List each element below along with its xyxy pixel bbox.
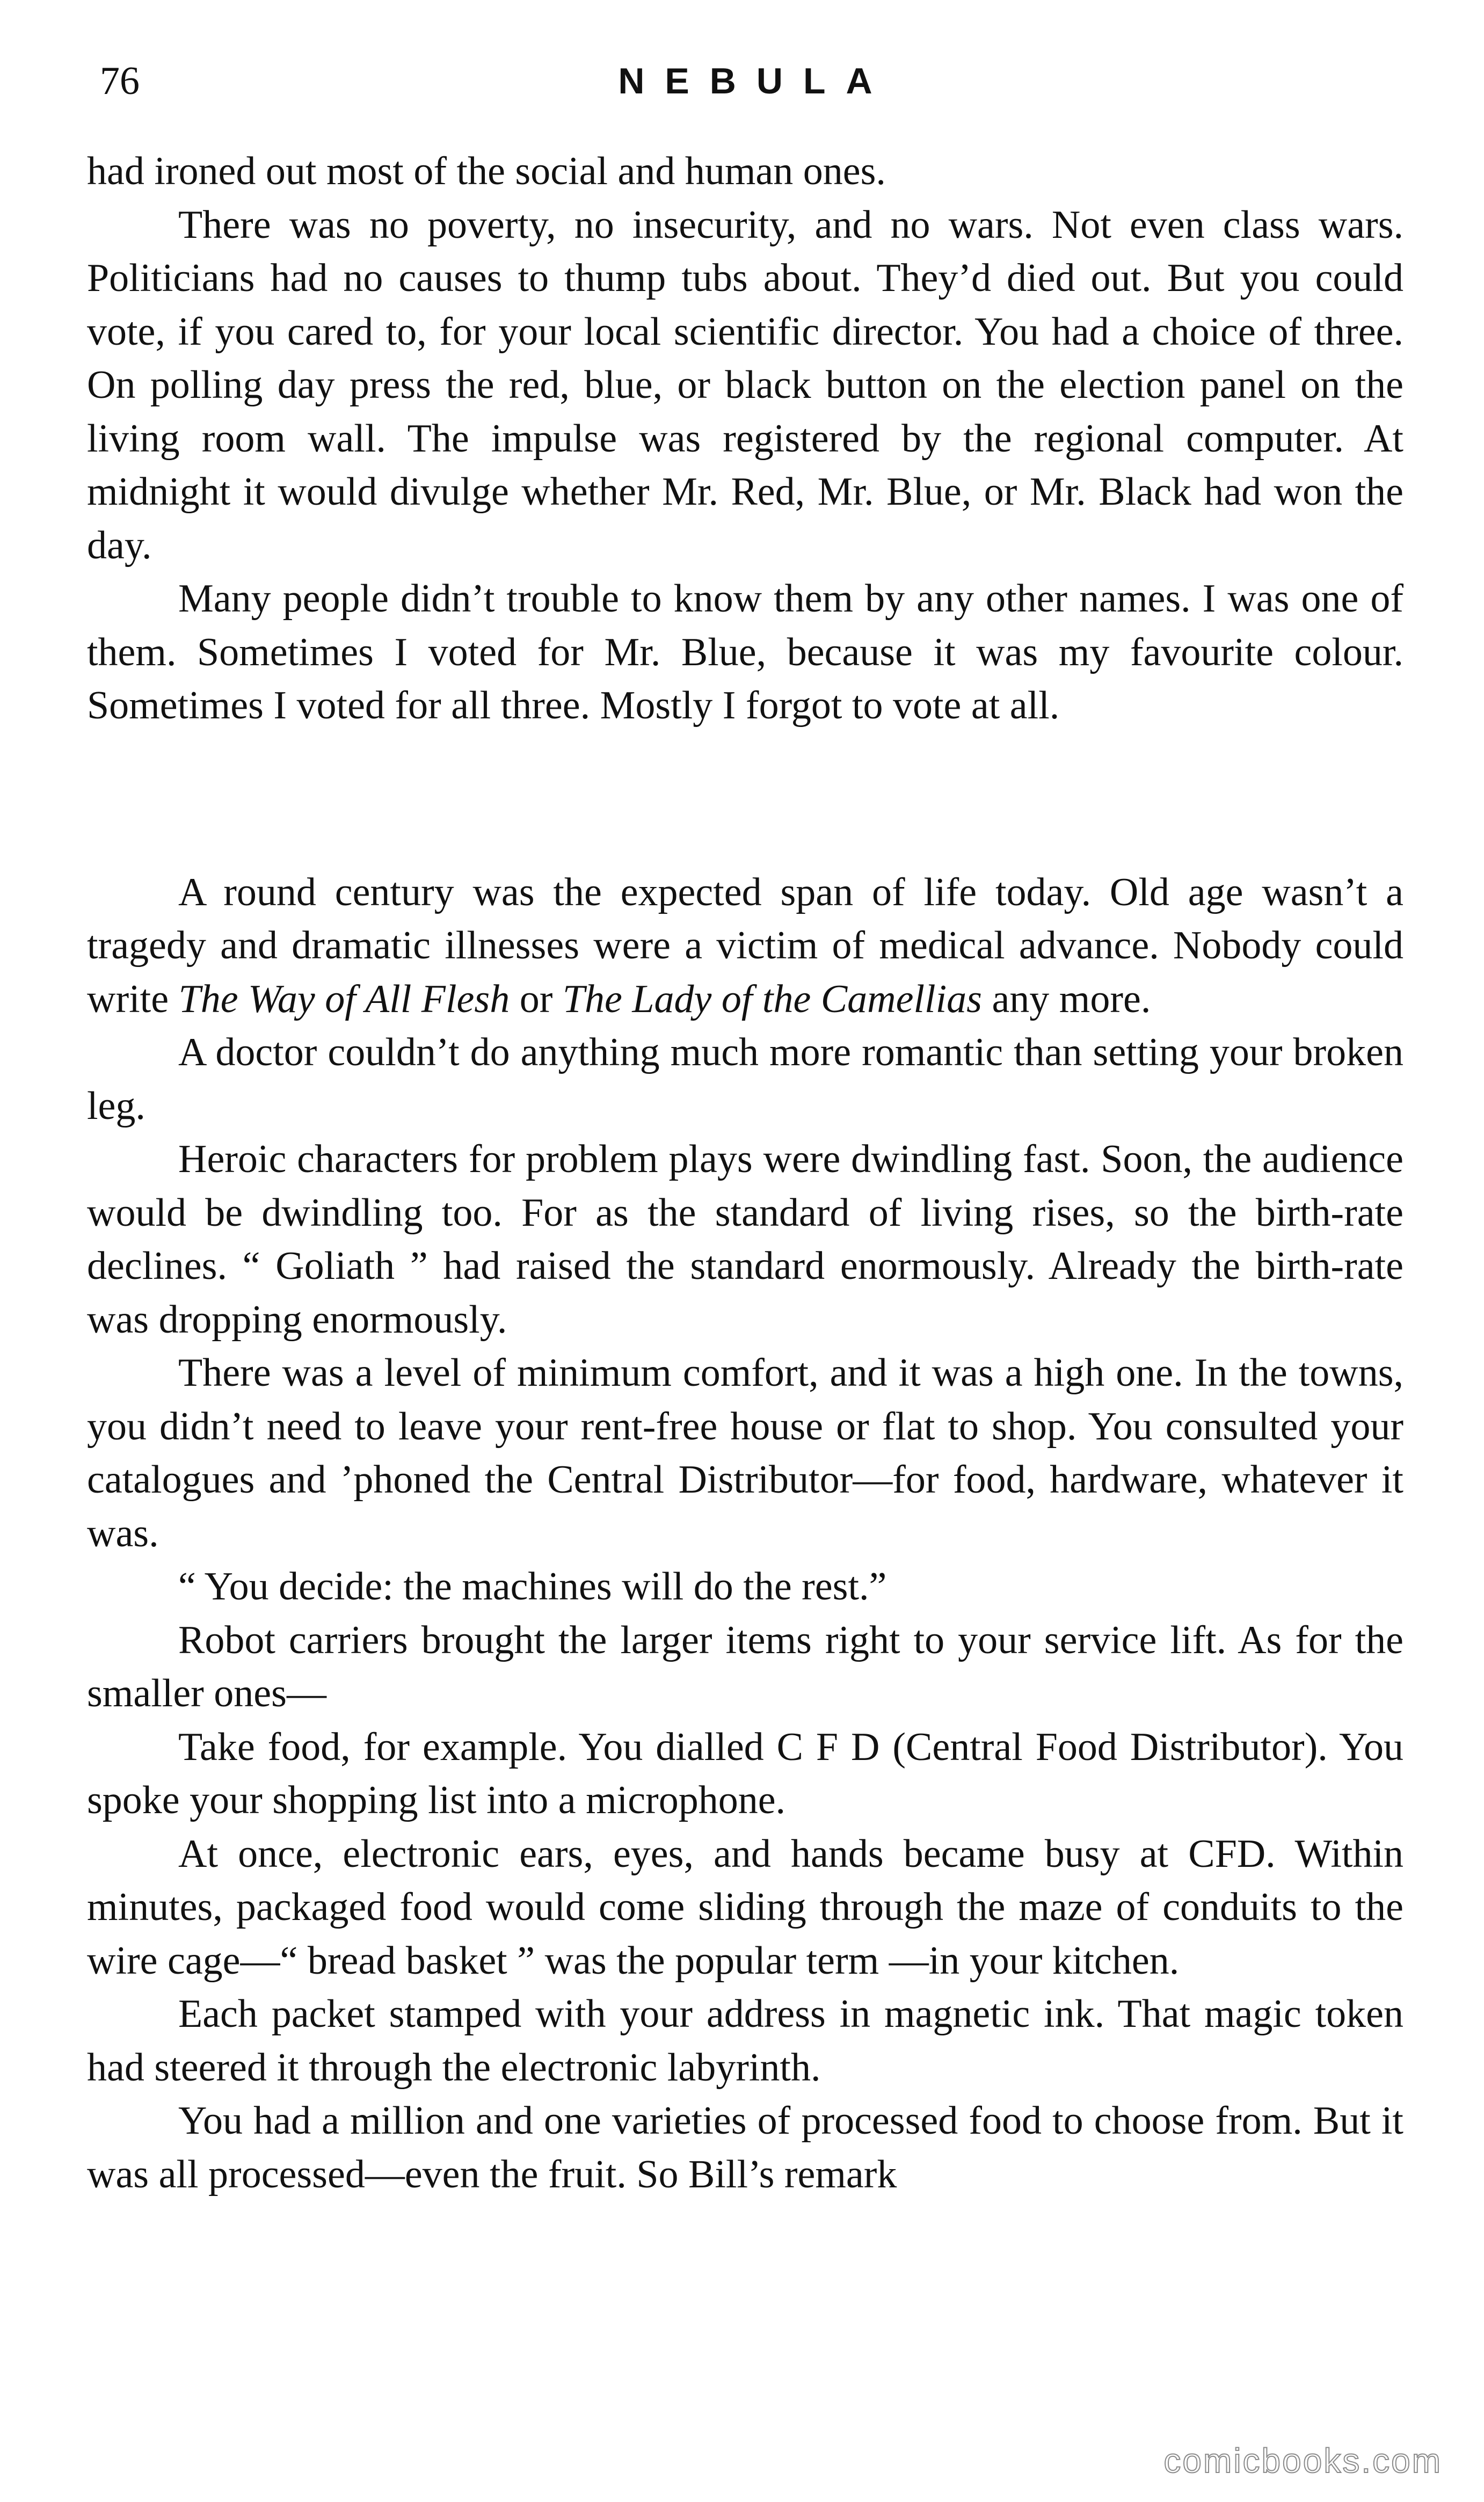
- paragraph: “ You decide: the machines will do the rest.”: [178, 1565, 887, 1609]
- paragraph: Many people didn’t trouble to know them by any other names. I was one of them. Sometimes I voted for Mr. Blue, because it was my favourite colour. Sometimes I voted for all three. Mostly I forgot to vote at all.: [87, 577, 1403, 728]
- text-run: or: [510, 977, 563, 1021]
- page-body: [87, 145, 1403, 2201]
- book-title: The Way of All Flesh: [178, 977, 510, 1021]
- paragraph: Heroic characters for problem plays were dwindling fast. Soon, the audience would be dwindling too. For as the standard of living rises, so the birth-rate declines. “ Goliath ” had raised the standard enormously. Already the birth-rate was dropping enormously.: [87, 1137, 1403, 1342]
- paragraph: There was a level of minimum comfort, and it was a high one. In the towns, you didn’t need to leave your rent-free house or flat to shop. You consulted your catalogues and ’phoned the Central Distributor—for food, hardware, whatever it was.: [87, 1351, 1403, 1555]
- paragraph: At once, electronic ears, eyes, and hands became busy at CFD. Within minutes, packaged food would come sliding through the maze of conduits to the wire cage—“ bread basket ” was the popular term —in your kitchen.: [87, 1831, 1403, 1983]
- paragraph: A doctor couldn’t do anything much more romantic than setting your broken leg.: [87, 1030, 1403, 1128]
- section-break: [87, 733, 1403, 866]
- paragraph: There was no poverty, no insecurity, and no wars. Not even class wars. Politicians had no causes to thump tubs about. They’d died out. But you could vote, if you cared to, for your local scientific director. You had a choice of three. On polling day press the red, blue, or black button on the election panel on the living room wall. The impulse was registered by the regional computer. At midnight it would divulge whether Mr. Red, Mr. Blue, or Mr. Black had won the day.: [87, 202, 1403, 568]
- book-title: The Lady of the Camellias: [562, 977, 982, 1021]
- paragraph: Robot carriers brought the larger items right to your service lift. As for the smaller ones—: [87, 1618, 1403, 1715]
- text-run: any more.: [981, 977, 1151, 1021]
- paragraph-with-titles: [87, 866, 1403, 1027]
- paragraph: had ironed out most of the social and human ones.: [87, 149, 886, 193]
- text-run: A round century was the expected span of life today. Old age wasn’t a tragedy and dramatic illnesses were a victim of medical advance. Nobody could write: [87, 870, 1403, 1021]
- watermark: comicbooks.com: [1163, 2441, 1442, 2480]
- paragraph: You had a million and one varieties of processed food to choose from. But it was all processed—even the fruit. So Bill’s remark: [87, 2099, 1403, 2196]
- paragraph: Each packet stamped with your address in magnetic ink. That magic token had steered it through the electronic labyrinth.: [87, 1992, 1403, 2090]
- page-header: [87, 52, 1403, 111]
- paragraph: Take food, for example. You dialled C F D (Central Food Distributor). You spoke your shopping list into a microphone.: [87, 1725, 1403, 1822]
- page-number: 76: [100, 59, 140, 103]
- running-title: NEBULA: [618, 61, 893, 101]
